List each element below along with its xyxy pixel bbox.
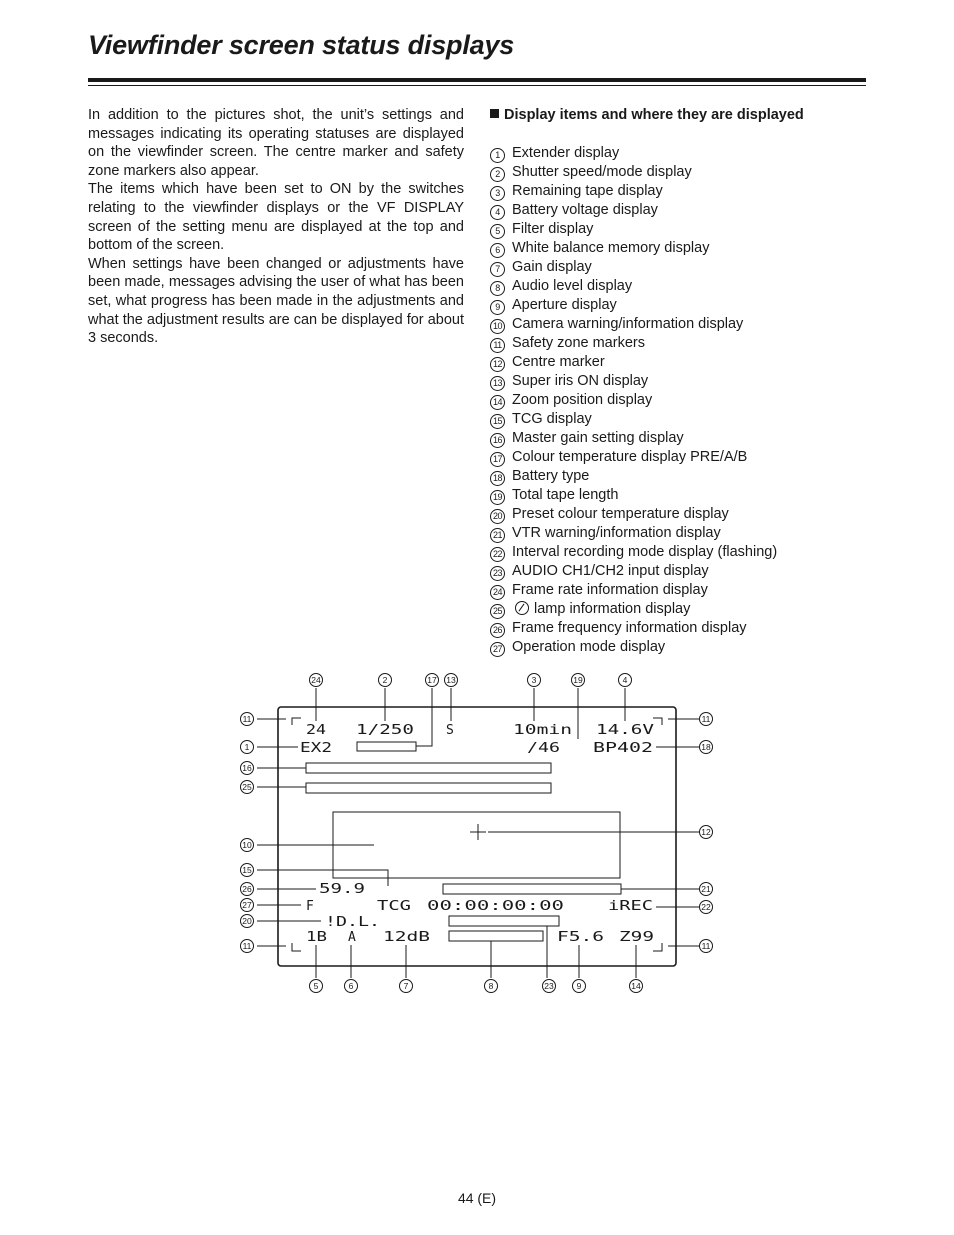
circled-number-icon: 11	[490, 338, 505, 353]
callout-right-22	[700, 901, 713, 914]
extender-text: EX2	[300, 741, 332, 756]
colour-temp-box	[357, 742, 416, 751]
frame-frequency-text: 59.9	[319, 882, 365, 897]
list-item-label: Battery type	[512, 468, 590, 484]
callout-top-4	[619, 674, 632, 687]
remaining-tape-text: 10min	[513, 723, 572, 738]
safety-marker-top-right	[653, 718, 662, 725]
circled-number-icon: 18	[490, 471, 505, 486]
callout-number: 2	[382, 675, 388, 685]
list-item	[490, 258, 777, 277]
callout-number: 24	[311, 675, 321, 685]
list-item-label: Frame frequency information display	[512, 620, 747, 636]
list-item	[490, 505, 777, 524]
callout-number: 18	[701, 742, 711, 752]
page-title: Viewfinder screen status displays	[88, 30, 515, 60]
vtr-warning-bar	[443, 884, 621, 894]
callout-number: 23	[544, 981, 554, 991]
list-item	[490, 277, 777, 296]
callout-left-20	[241, 915, 254, 928]
preset-colour-temp-text: !D.L.	[325, 915, 380, 930]
list-item	[490, 524, 777, 543]
callout-number: 1	[244, 742, 250, 752]
circled-number-icon: 26	[490, 623, 505, 638]
lamp-icon	[515, 601, 529, 615]
list-item	[490, 429, 777, 448]
callout-number: 13	[446, 675, 456, 685]
callout-number: 11	[701, 714, 711, 724]
callout-left-11	[241, 940, 254, 953]
list-item-label: Centre marker	[512, 354, 605, 370]
callout-number: 7	[403, 981, 409, 991]
callout-number: 25	[242, 782, 252, 792]
callout-bottom-5	[310, 980, 323, 993]
circled-number-icon: 9	[490, 300, 505, 315]
callout-number: 3	[531, 675, 537, 685]
callout-top-13	[445, 674, 458, 687]
audio-ch-box	[449, 916, 559, 926]
circled-number-icon: 25	[490, 604, 505, 619]
list-item-label: VTR warning/information display	[512, 525, 721, 541]
circled-number-icon: 6	[490, 243, 505, 258]
list-item-label: Colour temperature display PRE/A/B	[512, 449, 748, 465]
circled-number-icon: 13	[490, 376, 505, 391]
super-iris-text: S	[446, 723, 454, 738]
tcg-label-text: TCG	[377, 899, 412, 914]
list-item	[490, 315, 777, 334]
total-tape-text: /46	[527, 741, 560, 756]
callout-number: 9	[576, 981, 582, 991]
safety-marker-bottom-left	[292, 943, 301, 951]
intro-paragraph-1: In addition to the pictures shot, the unit’s settings and messages indicating its operating statuses are displayed on the viewfinder screen. The centre marker and safety zone markers also appear.	[88, 107, 464, 179]
circled-number-icon: 16	[490, 433, 505, 448]
callout-left-15	[241, 864, 254, 877]
callout-top-19	[572, 674, 585, 687]
list-item-label: Zoom position display	[512, 392, 653, 408]
callout-number: 14	[631, 981, 641, 991]
list-item-label: Operation mode display	[512, 639, 666, 655]
list-item	[490, 239, 777, 258]
safety-marker-top-left	[292, 718, 301, 725]
list-item-label: Super iris ON display	[512, 373, 649, 389]
operation-mode-text: F	[306, 899, 314, 914]
list-item	[490, 334, 777, 353]
list-item	[490, 619, 777, 638]
list-heading	[490, 107, 804, 123]
zoom-text: Z99	[619, 930, 654, 945]
list-item	[490, 296, 777, 315]
intro-text	[88, 106, 464, 348]
list-item-label: Aperture display	[512, 297, 617, 313]
battery-voltage-text: 14.6V	[596, 723, 655, 738]
list-item	[490, 163, 777, 182]
list-item	[490, 638, 777, 657]
list-item	[490, 562, 777, 581]
circled-number-icon: 21	[490, 528, 505, 543]
callout-number: 10	[242, 840, 252, 850]
circled-number-icon: 17	[490, 452, 505, 467]
circled-number-icon: 3	[490, 186, 505, 201]
callout-right-11	[700, 713, 713, 726]
callout-number: 4	[622, 675, 628, 685]
circled-number-icon: 2	[490, 167, 505, 182]
circled-number-icon: 8	[490, 281, 505, 296]
list-item	[490, 144, 777, 163]
square-bullet-icon	[490, 109, 499, 118]
list-item-label: Interval recording mode display (flashing)	[512, 544, 778, 560]
callout-right-21	[700, 883, 713, 896]
list-item	[490, 410, 777, 429]
list-item-label: lamp information display	[534, 601, 691, 617]
viewfinder-diagram	[230, 665, 730, 1005]
callout-number: 15	[242, 865, 252, 875]
list-item-label: Safety zone markers	[512, 335, 645, 351]
callout-bottom-9	[573, 980, 586, 993]
list-item-label: Extender display	[512, 145, 620, 161]
list-item-label: Remaining tape display	[512, 183, 663, 199]
callout-left-1	[241, 741, 254, 754]
callout-number: 11	[701, 941, 711, 951]
list-item-label: AUDIO CH1/CH2 input display	[512, 563, 709, 579]
list-item-label: Gain display	[512, 259, 592, 275]
intro-paragraph-3: When settings have been changed or adjustments have been made, messages advising the user of what has been set, what progress has been made in the adjustments and what the adjustment results are can be displayed for about 3 seconds.	[88, 255, 464, 347]
circled-number-icon: 12	[490, 357, 505, 372]
display-items-list	[490, 144, 777, 657]
list-item	[490, 201, 777, 220]
white-balance-text: A	[348, 930, 356, 945]
list-item	[490, 391, 777, 410]
aperture-text: F5.6	[557, 930, 604, 945]
callout-number: 11	[242, 714, 252, 724]
callout-bottom-8	[485, 980, 498, 993]
master-gain-bar	[306, 763, 551, 773]
callout-number: 19	[573, 675, 583, 685]
page-number: 44 (E)	[457, 1190, 497, 1206]
safety-marker-bottom-right	[653, 943, 662, 951]
list-item	[490, 372, 777, 391]
callout-right-12	[700, 826, 713, 839]
camera-warning-box	[333, 812, 620, 878]
battery-type-text: BP402	[593, 741, 653, 756]
callout-number: 5	[313, 981, 319, 991]
list-item	[490, 581, 777, 600]
gain-text: 12dB	[383, 930, 431, 945]
callout-number: 27	[242, 900, 252, 910]
circled-number-icon: 1	[490, 148, 505, 163]
list-item	[490, 220, 777, 239]
circled-number-icon: 22	[490, 547, 505, 562]
list-item-label: Filter display	[512, 221, 594, 237]
circled-number-icon: 20	[490, 509, 505, 524]
callout-number: 22	[701, 902, 711, 912]
callout-left-25	[241, 781, 254, 794]
list-item-label: Battery voltage display	[512, 202, 658, 218]
callout-right-11	[700, 940, 713, 953]
list-item-label: White balance memory display	[512, 240, 710, 256]
callout-bottom-7	[400, 980, 413, 993]
callout-left-11	[241, 713, 254, 726]
shutter-text: 1/250	[356, 723, 414, 738]
callout-number: 8	[488, 981, 494, 991]
circled-number-icon: 24	[490, 585, 505, 600]
callout-right-18	[700, 741, 713, 754]
list-item-label: TCG display	[512, 411, 592, 427]
list-item-label: Master gain setting display	[512, 430, 684, 446]
callout-left-16	[241, 762, 254, 775]
list-item	[490, 543, 777, 562]
callout-number: 16	[242, 763, 252, 773]
callout-left-26	[241, 883, 254, 896]
callout-number: 12	[701, 827, 711, 837]
list-item-label: Audio level display	[512, 278, 633, 294]
title-rule-thin	[88, 85, 866, 86]
circled-number-icon: 7	[490, 262, 505, 277]
irec-text: iREC	[608, 899, 653, 914]
list-item	[490, 448, 777, 467]
circled-number-icon: 14	[490, 395, 505, 410]
list-heading-text: Display items and where they are displayed	[504, 107, 804, 123]
callout-left-27	[241, 899, 254, 912]
list-item-label: Preset colour temperature display	[512, 506, 729, 522]
audio-level-bar	[449, 931, 543, 941]
list-item-label: Total tape length	[512, 487, 619, 503]
circled-number-icon: 27	[490, 642, 505, 657]
callout-number: 21	[701, 884, 711, 894]
list-item	[490, 486, 777, 505]
callout-number: 20	[242, 916, 252, 926]
callout-bottom-6	[345, 980, 358, 993]
list-item-label: Shutter speed/mode display	[512, 164, 692, 180]
title-rule-thick	[88, 78, 866, 82]
lamp-info-bar	[306, 783, 551, 793]
list-item-label: Camera warning/information display	[512, 316, 744, 332]
callout-number: 11	[242, 941, 252, 951]
list-item	[490, 353, 777, 372]
callout-top-2	[379, 674, 392, 687]
circled-number-icon: 23	[490, 566, 505, 581]
callout-number: 17	[427, 675, 437, 685]
circled-number-icon: 5	[490, 224, 505, 239]
callout-number: 26	[242, 884, 252, 894]
callout-top-24	[310, 674, 323, 687]
list-item	[490, 182, 777, 201]
frame-rate-text: 24	[306, 723, 327, 738]
list-item-label: Frame rate information display	[512, 582, 708, 598]
callout-top-17	[426, 674, 439, 687]
callout-bottom-14	[630, 980, 643, 993]
list-item	[490, 467, 777, 486]
list-item	[490, 600, 777, 619]
leader-17	[416, 688, 432, 746]
callout-left-10	[241, 839, 254, 852]
circled-number-icon: 10	[490, 319, 505, 334]
circled-number-icon: 4	[490, 205, 505, 220]
timecode-text: 00:00:00:00	[427, 899, 564, 914]
callout-top-3	[528, 674, 541, 687]
filter-text: 1B	[306, 930, 328, 945]
callout-bottom-23	[543, 980, 556, 993]
callout-number: 6	[348, 981, 354, 991]
circled-number-icon: 15	[490, 414, 505, 429]
intro-paragraph-2: The items which have been set to ON by the switches relating to the viewfinder displays or the VF DISPLAY screen of the setting menu are displayed at the top and bottom of the screen.	[88, 181, 464, 254]
circled-number-icon: 19	[490, 490, 505, 505]
